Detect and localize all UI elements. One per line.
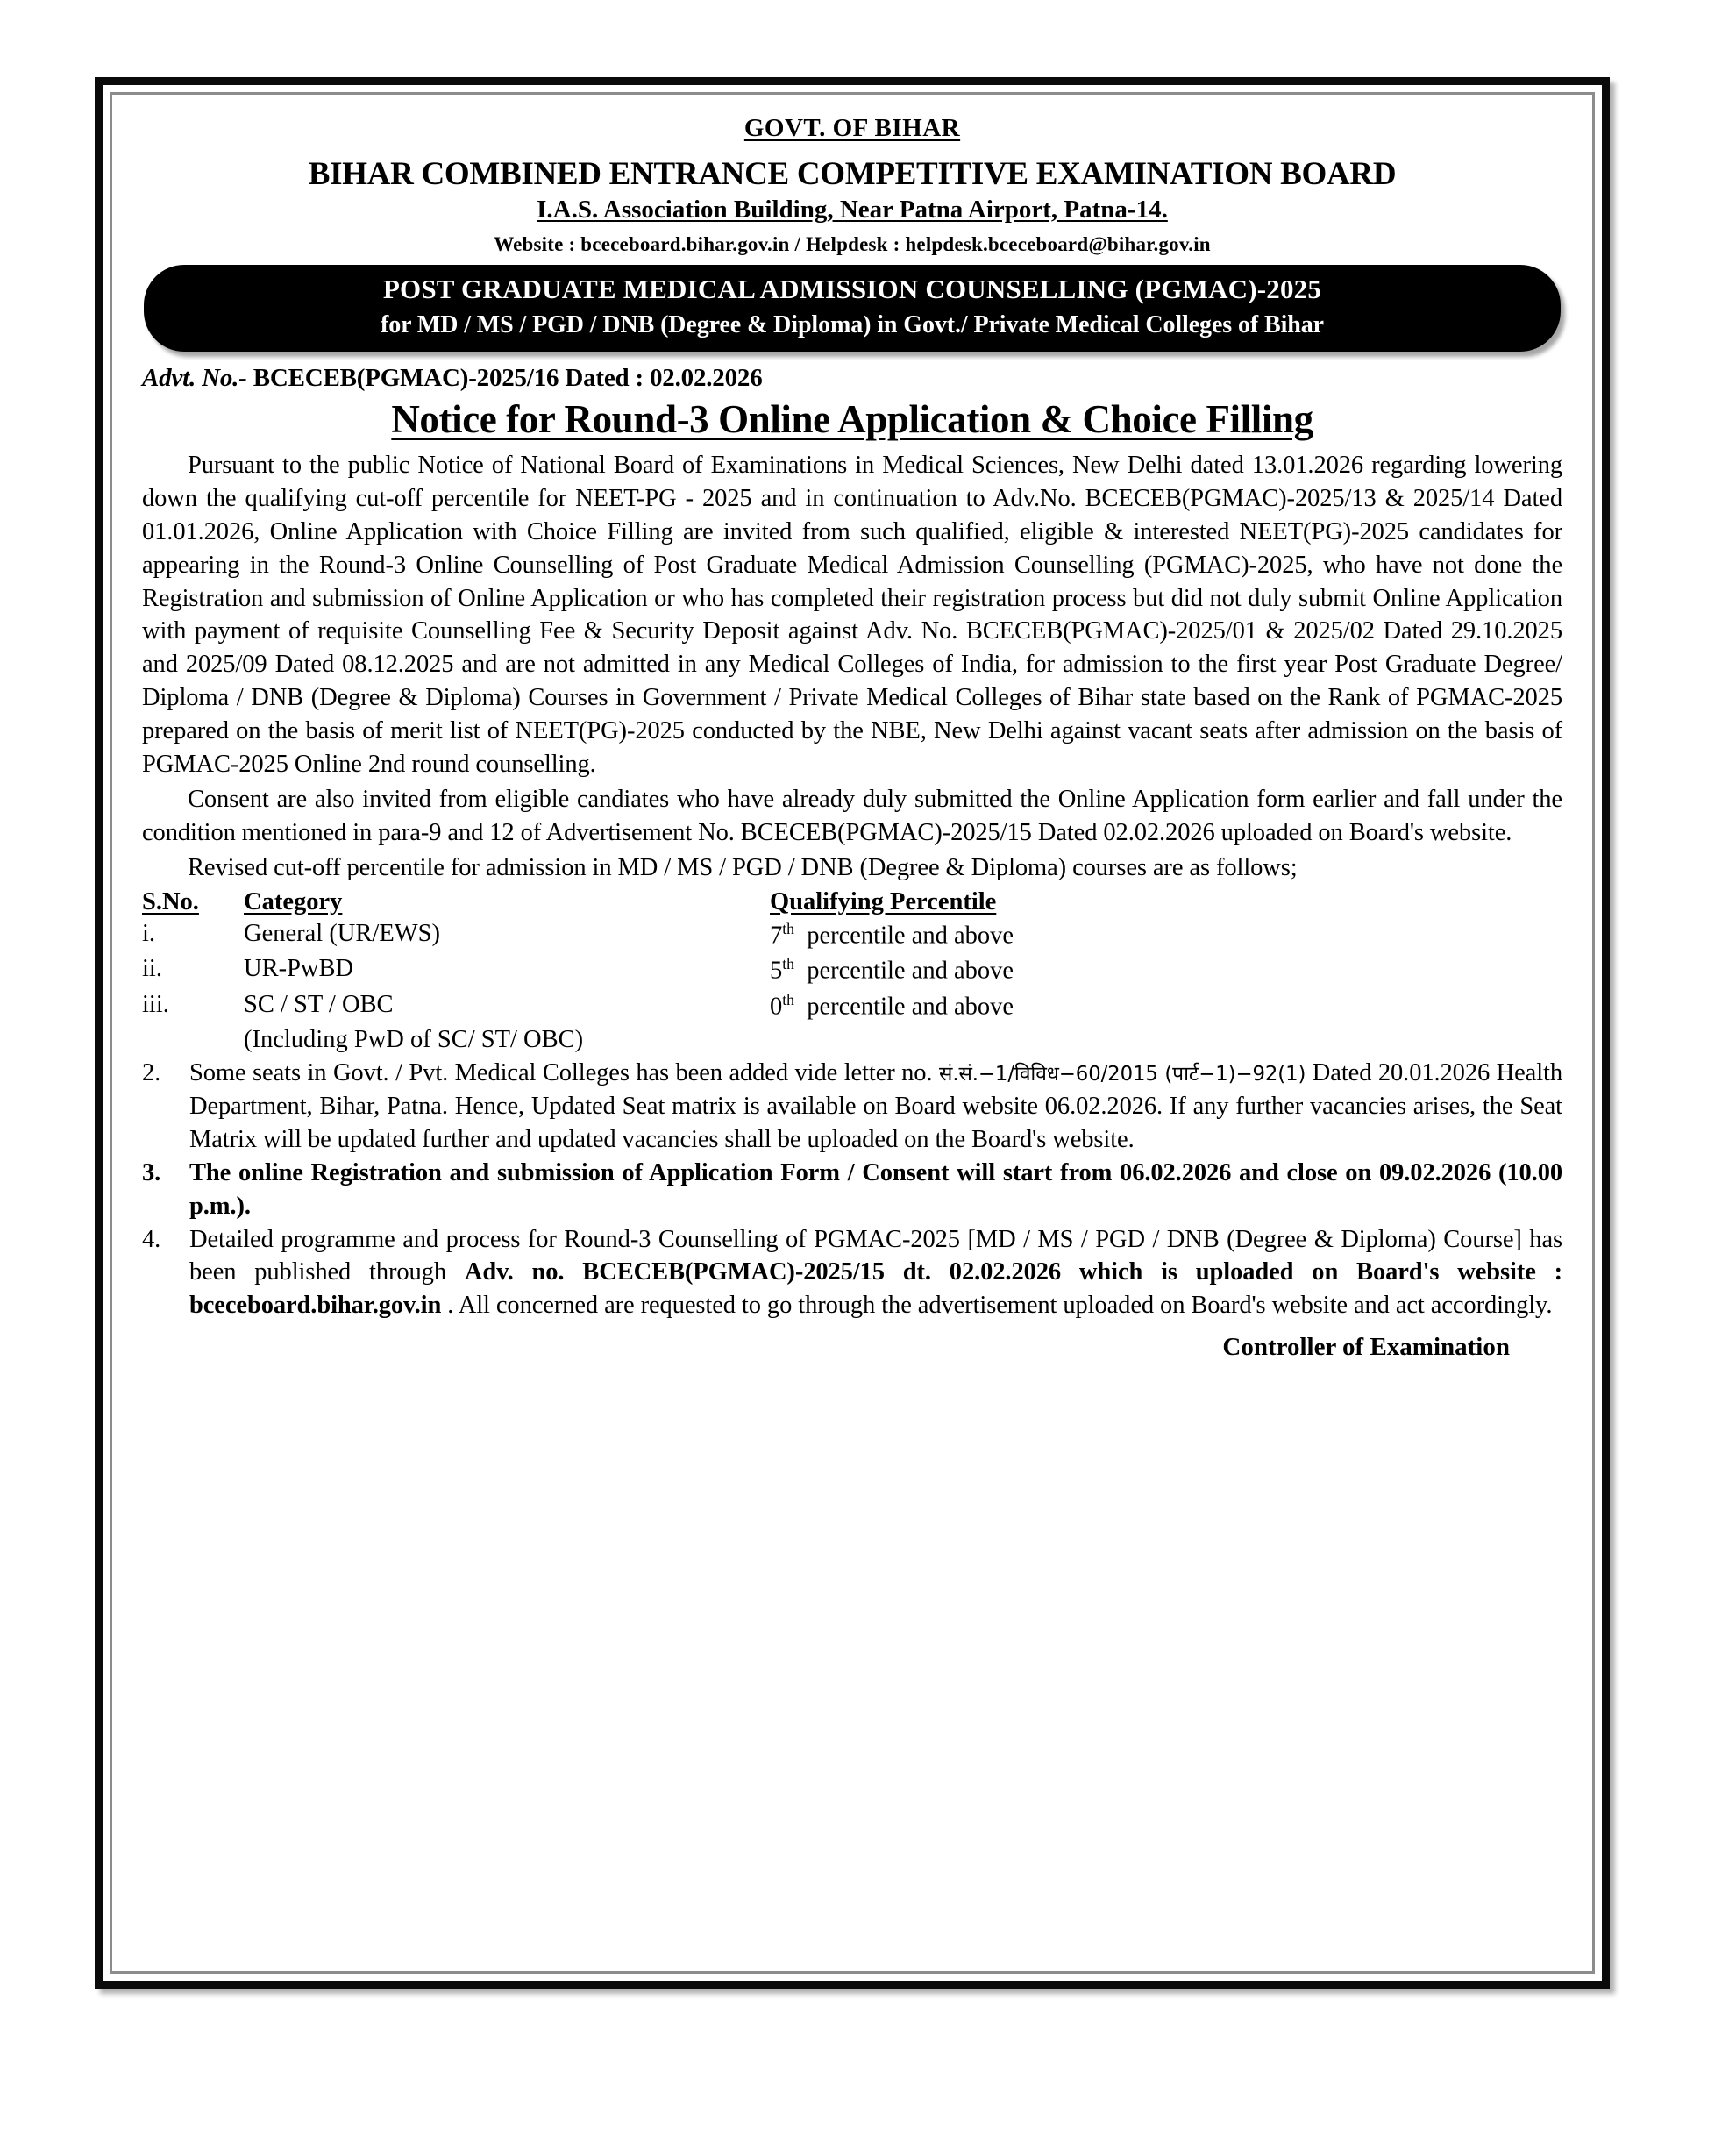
- cell-category: General (UR/EWS): [244, 919, 440, 947]
- signoff: Controller of Examination: [1222, 1333, 1510, 1362]
- pgmac-banner: [144, 265, 1561, 352]
- notice-inner-border: [110, 92, 1595, 1974]
- item-4-body: [189, 1223, 1562, 1323]
- pct-number: 0: [770, 993, 783, 1021]
- item-2-hindi-a: सं.सं.−1/विविध−60/2015: [939, 1063, 1158, 1086]
- header-percentile: [770, 888, 1562, 917]
- header-category-text: Category: [244, 887, 343, 915]
- pct-suffix: th: [782, 919, 794, 937]
- item-2-hindi-b: (पार्ट−1)−92(1): [1164, 1063, 1306, 1086]
- banner-line-2: for MD / MS / PGD / DNB (Degree & Diploma) in Govt./ Private Medical Colleges of Bihar: [381, 311, 1324, 338]
- item-4-text-b: . All concerned are requested to go through the advertisement uploaded on Board's website and act accordingly.: [441, 1292, 1553, 1320]
- table-header-row: [142, 888, 1562, 917]
- list-item-3: [142, 1157, 1562, 1223]
- pct-text: percentile and above: [807, 957, 1014, 985]
- paragraph-1: Pursuant to the public Notice of National Board of Examinations in Medical Sciences, New Delhi dated 13.01.2026 regarding lowering down the qualifying cut-off percentile for NEET-PG - 2025 and in continuation to Adv.No. BCECEB(PGMAC)-2025/13 & 2025/14 Dated 01.01.2026, Online Application with Choice Filling are invited from such qualified, eligible & interested NEET(PG)-2025 candidates for appearing in the Round-3 Online Counselling of Post Graduate Medical Admission Counselling (PGMAC)-2025, who have not done the Registration and submission of Online Application or who has completed their registration process but did not duly submit Online Application with payment of requisite Counselling Fee & Security Deposit against Adv. No. BCECEB(PGMAC)-2025/01 & 2025/02 Dated 29.10.2025 and 2025/09 Dated 08.12.2025 and are not admitted in any Medical Colleges of India, for admission to the first year Post Graduate Degree/ Diploma / DNB (Degree & Diploma) Courses in Government / Private Medical Colleges of Bihar state based on the Rank of PGMAC-2025 prepared on the basis of merit list of NEET(PG)-2025 conducted by the NBE, New Delhi against vacant seats after admission on the basis of PGMAC-2025 Online 2nd round counselling.: [142, 452, 1562, 779]
- cell-sno: iii.: [142, 990, 169, 1018]
- header-category: [244, 888, 770, 917]
- page-title-text: Notice for Round-3 Online Application & Choice Filling: [391, 397, 1313, 441]
- item-4-number: 4.: [142, 1225, 161, 1253]
- table-row: [142, 988, 1562, 1024]
- table-row: [142, 917, 1562, 953]
- board-address-text: I.A.S. Association Building, Near Patna Airport, Patna-14.: [537, 196, 1168, 224]
- board-address: [142, 196, 1562, 224]
- cell-percentile: [770, 1023, 1562, 1057]
- item-3-body: The online Registration and submission of Application Form / Consent will start from 06.02.2026 and close on 09.02.2026 (10.00 p.m.).: [189, 1158, 1562, 1220]
- item-2-body: [189, 1057, 1562, 1157]
- paragraph-3: Revised cut-off percentile for admission in MD / MS / PGD / DNB (Degree & Diploma) courses are as follows;: [188, 853, 1298, 881]
- govt-heading-text: GOVT. OF BIHAR: [743, 114, 961, 142]
- cell-sno: i.: [142, 919, 156, 947]
- notice-content: [112, 95, 1592, 1971]
- board-website-line: Website : bceceboard.bihar.gov.in / Helpdesk : helpdesk.bceceboard@bihar.gov.in: [494, 233, 1211, 255]
- cell-percentile: [770, 952, 1562, 988]
- cell-category: (Including PwD of SC/ ST/ OBC): [244, 1026, 584, 1054]
- header-percentile-text: Qualifying Percentile: [770, 887, 997, 915]
- cell-sno: [142, 1023, 244, 1057]
- cell-percentile: [770, 917, 1562, 953]
- item-2-text-b: Dated 20.01.2026 Health Department, Bihar, Patna. Hence, Updated Seat matrix is available on Board website 06.02.2026. If any further vacancies arises, the Seat Matrix will be updated further and updated vacancies shall be uploaded on the Board's website.: [189, 1059, 1562, 1153]
- item-2-number: 2.: [142, 1059, 161, 1087]
- header-sno: [142, 888, 244, 917]
- cell-sno: ii.: [142, 955, 162, 983]
- notice-outer-border: [95, 77, 1610, 1989]
- pct-text: percentile and above: [807, 993, 1014, 1021]
- advertisement-number: [142, 364, 1562, 393]
- pct-number: 5: [770, 957, 783, 985]
- pct-suffix: th: [782, 955, 794, 973]
- list-item-2: [142, 1057, 1562, 1157]
- table-row: [142, 1023, 1562, 1057]
- advt-value: BCECEB(PGMAC)-2025/16 Dated : 02.02.2026: [253, 364, 763, 392]
- pct-suffix: th: [782, 990, 794, 1008]
- cell-category: UR-PwBD: [244, 955, 354, 983]
- govt-heading: [142, 114, 1562, 143]
- list-item-4: [142, 1223, 1562, 1323]
- board-name: BIHAR COMBINED ENTRANCE COMPETITIVE EXAMINATION BOARD: [308, 156, 1397, 192]
- pct-number: 7: [770, 922, 783, 950]
- banner-line-1: POST GRADUATE MEDICAL ADMISSION COUNSELLING (PGMAC)-2025: [382, 274, 1322, 304]
- page-title: [142, 396, 1562, 442]
- cell-category: SC / ST / OBC: [244, 990, 394, 1018]
- cell-percentile: [770, 988, 1562, 1024]
- advt-label: Advt. No.-: [142, 364, 247, 392]
- qualifying-percentile-table: [142, 888, 1562, 1058]
- item-2-text-a: Some seats in Govt. / Pvt. Medical Colleges has been added vide letter no.: [189, 1059, 940, 1087]
- paragraph-2: Consent are also invited from eligible candiates who have already duly submitted the Online Application form earlier and fall under the condition mentioned in para-9 and 12 of Advertisement No. BCECEB(PGMAC)-2025/15 Dated 02.02.2026 uploaded on Board's website.: [142, 785, 1562, 846]
- header-sno-text: S.No.: [142, 887, 199, 915]
- item-3-number: 3.: [142, 1158, 161, 1186]
- table-row: [142, 952, 1562, 988]
- pct-text: percentile and above: [807, 922, 1014, 950]
- item-4-text-a: Detailed programme and process for Round-3 Counselling of PGMAC-2025 [MD / MS / PGD / DNB (Degree & Diploma) Course] has been published through: [189, 1225, 1562, 1286]
- item-4-bold-a: Adv. no. BCECEB(PGMAC)-2025/15 dt. 02.02.2026 which is uploaded on Board's website : bceceboard.bihar.gov.in: [189, 1258, 1562, 1320]
